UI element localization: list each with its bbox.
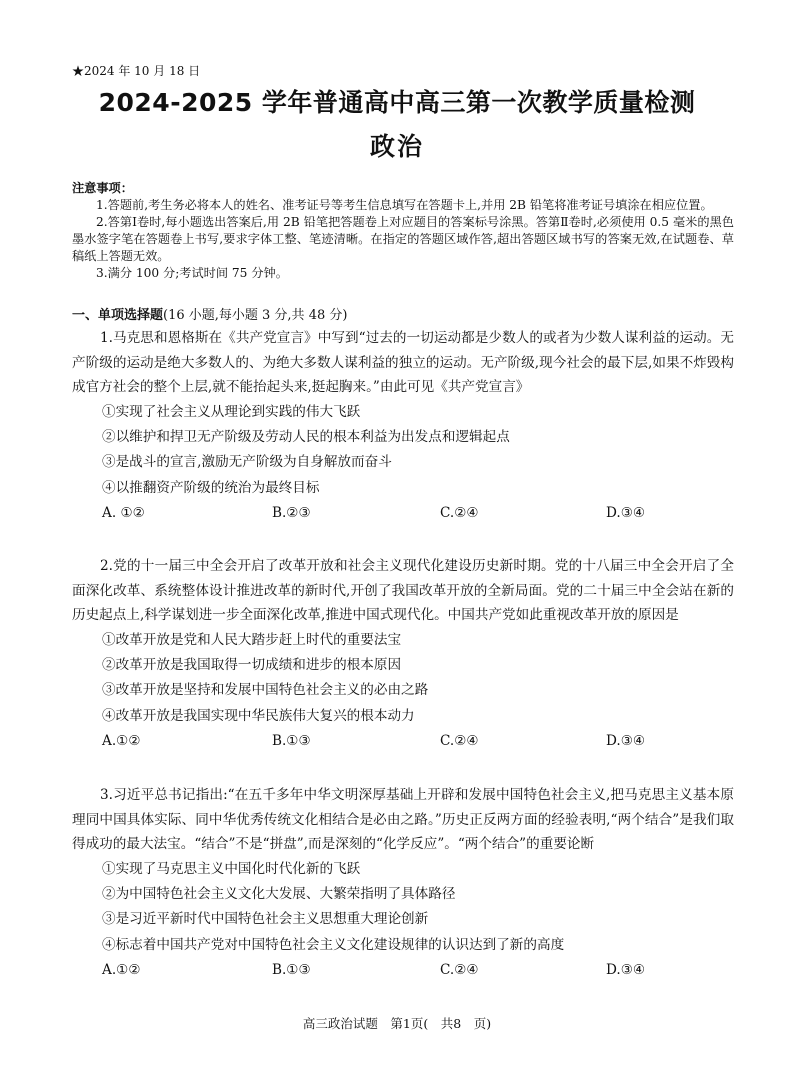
notice-item: 3.满分 100 分;考试时间 75 分钟。 — [96, 266, 288, 280]
statement-item: ①实现了社会主义从理论到实践的伟大飞跃 — [102, 403, 361, 420]
choice-c: C.②④ — [440, 961, 479, 978]
answer-choices — [72, 501, 734, 525]
statement-item: ③是习近平新时代中国特色社会主义思想重大理论创新 — [102, 911, 429, 928]
notice-heading: 注意事项： — [72, 181, 133, 195]
choice-b: B.②③ — [272, 504, 311, 521]
section-title: 一、单项选择题 — [72, 308, 164, 323]
notice-block — [72, 180, 734, 282]
choice-c: C.②④ — [440, 732, 479, 749]
question-1 — [72, 326, 734, 525]
statement-item: ①改革开放是党和人民大踏步赶上时代的重要法宝 — [102, 631, 402, 648]
choice-d: D.③④ — [606, 961, 646, 978]
page-footer: 高三政治试题 第1页( 共8 页) — [302, 1016, 492, 1031]
question-3 — [72, 783, 734, 982]
notice-item: 2.答第Ⅰ卷时,每小题选出答案后,用 2B 铅笔把答题卷上对应题目的答案标号涂黑。答第Ⅱ卷时,必须使用 0.5 毫米的黑色墨水签字笔在答题卷上书写,要求字体工整、笔迹清晰。在指定的答题区域作答,超出答题区域书写的答案无效,在试题卷、草稿纸上答题无效。 — [72, 215, 734, 263]
exam-title: 2024-2025 学年普通高中高三第一次教学质量检测 — [98, 88, 696, 117]
statement-item: ④以推翻资产阶级的统治为最终目标 — [102, 479, 320, 496]
statement-item: ④标志着中国共产党对中国特色社会主义文化建设规律的认识达到了新的高度 — [102, 936, 565, 953]
choice-b: B.①③ — [272, 961, 311, 978]
choice-a: A. ①② — [102, 504, 145, 521]
choice-d: D.③④ — [606, 504, 646, 521]
statement-item: ②为中国特色社会主义文化大发展、大繁荣指明了具体路径 — [102, 886, 456, 903]
choice-a: A.①② — [102, 732, 141, 749]
exam-date: ★2024 年 10 月 18 日 — [72, 64, 201, 78]
statement-item: ①实现了马克思主义中国化时代化新的飞跃 — [102, 860, 361, 877]
section-heading — [72, 304, 347, 323]
statement-item: ②以维护和捍卫无产阶级及劳动人民的根本利益为出发点和逻辑起点 — [102, 429, 510, 446]
statement-item: ③是战斗的宣言,激励无产阶级为自身解放而奋斗 — [102, 454, 392, 471]
notice-item: 1.答题前,考生务必将本人的姓名、准考证号等考生信息填写在答题卡上,并用 2B 铅笔将准考证号填涂在相应位置。 — [96, 198, 713, 212]
choice-b: B.①③ — [272, 732, 311, 749]
section-note: (16 小题,每小题 3 分,共 48 分) — [163, 308, 348, 323]
choice-c: C.②④ — [440, 504, 479, 521]
choice-a: A.①② — [102, 961, 141, 978]
question-stem: 1.马克思和恩格斯在《共产党宣言》中写到“过去的一切运动都是少数人的或者为少数人谋利益的运动。无产阶级的运动是绝大多数人的、为绝大多数人谋利益的独立的运动。无产阶级,现今社会的最下层,如果不炸毁构成官方社会的整个上层,就不能抬起头来,挺起胸来。”由此可见《共产党宣言》 — [72, 330, 734, 396]
exam-subject: 政治 — [369, 132, 424, 161]
answer-choices — [72, 958, 734, 982]
statement-item: ④改革开放是我国实现中华民族伟大复兴的根本动力 — [102, 707, 415, 724]
choice-d: D.③④ — [606, 732, 646, 749]
question-stem: 3.习近平总书记指出:“在五千多年中华文明深厚基础上开辟和发展中国特色社会主义,把马克思主义基本原理同中国具体实际、同中华优秀传统文化相结合是必由之路。”历史正反两方面的经验表明,“两个结合”是我们取得成功的最大法宝。“结合”不是“拼盘”,而是深刻的“化学反应”。“两个结合”的重要论断 — [72, 787, 734, 853]
question-2 — [72, 554, 734, 753]
statement-item: ②改革开放是我国取得一切成绩和进步的根本原因 — [102, 657, 402, 674]
statement-item: ③改革开放是坚持和发展中国特色社会主义的必由之路 — [102, 682, 429, 699]
answer-choices — [72, 729, 734, 753]
question-stem: 2.党的十一届三中全会开启了改革开放和社会主义现代化建设历史新时期。党的十八届三中全会开启了全面深化改革、系统整体设计推进改革的新时代,开创了我国改革开放的全新局面。党的二十届三中全会站在新的历史起点上,科学谋划进一步全面深化改革,推进中国式现代化。中国共产党如此重视改革开放的原因是 — [72, 558, 734, 624]
